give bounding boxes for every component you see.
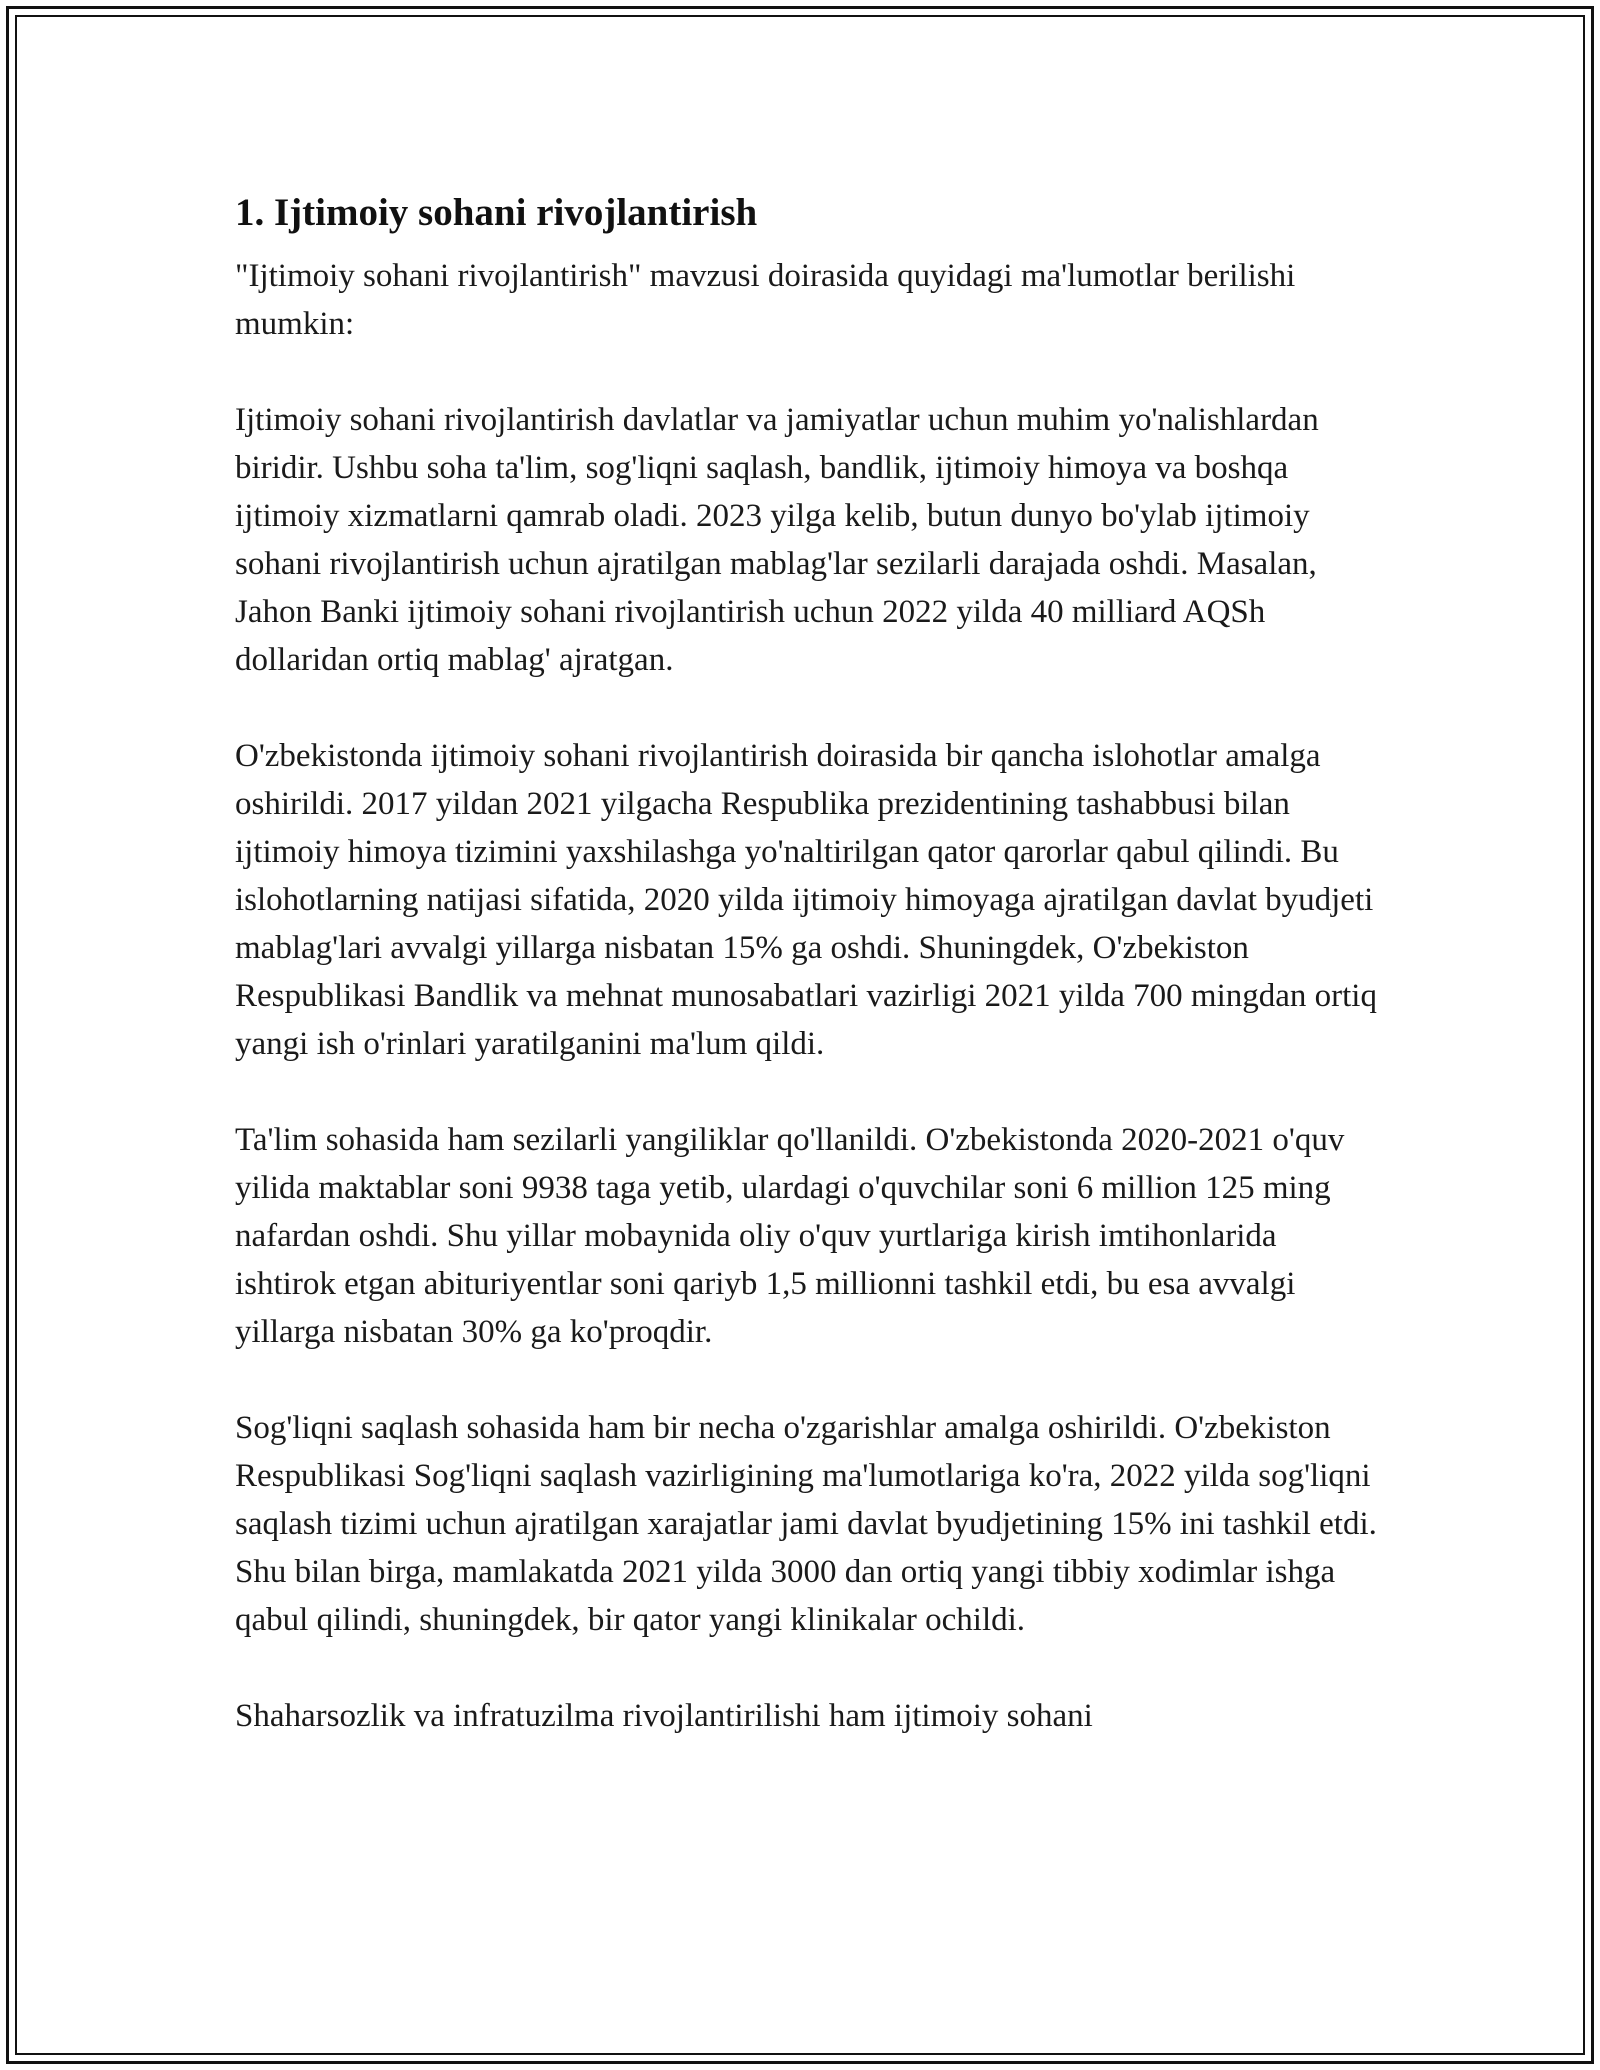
section-heading: 1. Ijtimoiy sohani rivojlantirish (235, 191, 758, 234)
paragraph-global-funding: Ijtimoiy sohani rivojlantirish davlatlar va jamiyatlar uchun muhim yo'nalishlardan biridir. Ushbu soha ta'lim, sog'liqni saqlash, bandlik, ijtimoiy himoya va boshqa ijtimoiy xizmatlarni qamrab oladi. 2023 yilga kelib, butun dunyo bo'ylab ijtimoiy sohani rivojlantirish uchun ajratilgan mablag'lar sezilarli darajada oshdi. Masalan, Jahon Banki ijtimoiy sohani rivojlantirish uchun 2022 yilda 40 milliard AQSh dollaridan ortiq mablag' ajratgan. (235, 402, 1319, 678)
paragraph-urban-planning: Shaharsozlik va infratuzilma rivojlantirilishi ham ijtimoiy sohani (235, 1698, 1093, 1734)
paragraph-healthcare: Sog'liqni saqlash sohasida ham bir necha o'zgarishlar amalga oshirildi. O'zbekiston Respublikasi Sog'liqni saqlash vazirligining ma'lumotlariga ko'ra, 2022 yilda sog'liqni saqlash tizimi uchun ajratilgan xarajatlar jami davlat byudjetining 15% ini tashkil etdi. Shu bilan birga, mamlakatda 2021 yilda 3000 dan ortiq yangi tibbiy xodimlar ishga qabul qilindi, shuningdek, bir qator yangi klinikalar ochildi. (235, 1410, 1377, 1638)
paragraph-intro: "Ijtimoiy sohani rivojlantirish" mavzusi doirasida quyidagi ma'lumotlar berilishi mumkin: (235, 258, 1296, 342)
document-body (235, 186, 1385, 1788)
paragraph-uzbekistan-reforms: O'zbekistonda ijtimoiy sohani rivojlantirish doirasida bir qancha islohotlar amalga oshirildi. 2017 yildan 2021 yilgacha Respublika prezidentining tashabbusi bilan ijtimoiy himoya tizimini yaxshilashga yo'naltirilgan qator qarorlar qabul qilindi. Bu islohotlarning natijasi sifatida, 2020 yilda ijtimoiy himoyaga ajratilgan davlat byudjeti mablag'lari avvalgi yillarga nisbatan 15% ga oshdi. Shuningdek, O'zbekiston Respublikasi Bandlik va mehnat munosabatlari vazirligi 2021 yilda 700 mingdan ortiq yangi ish o'rinlari yaratilganini ma'lum qildi. (235, 738, 1377, 1062)
paragraph-education: Ta'lim sohasida ham sezilarli yangiliklar qo'llanildi. O'zbekistonda 2020-2021 o'quv yilida maktablar soni 9938 taga yetib, ulardagi o'quvchilar soni 6 million 125 ming nafardan oshdi. Shu yillar mobaynida oliy o'quv yurtlariga kirish imtihonlarida ishtirok etgan abituriyentlar soni qariyb 1,5 millionni tashkil etdi, bu esa avvalgi yillarga nisbatan 30% ga ko'proqdir. (235, 1122, 1345, 1350)
